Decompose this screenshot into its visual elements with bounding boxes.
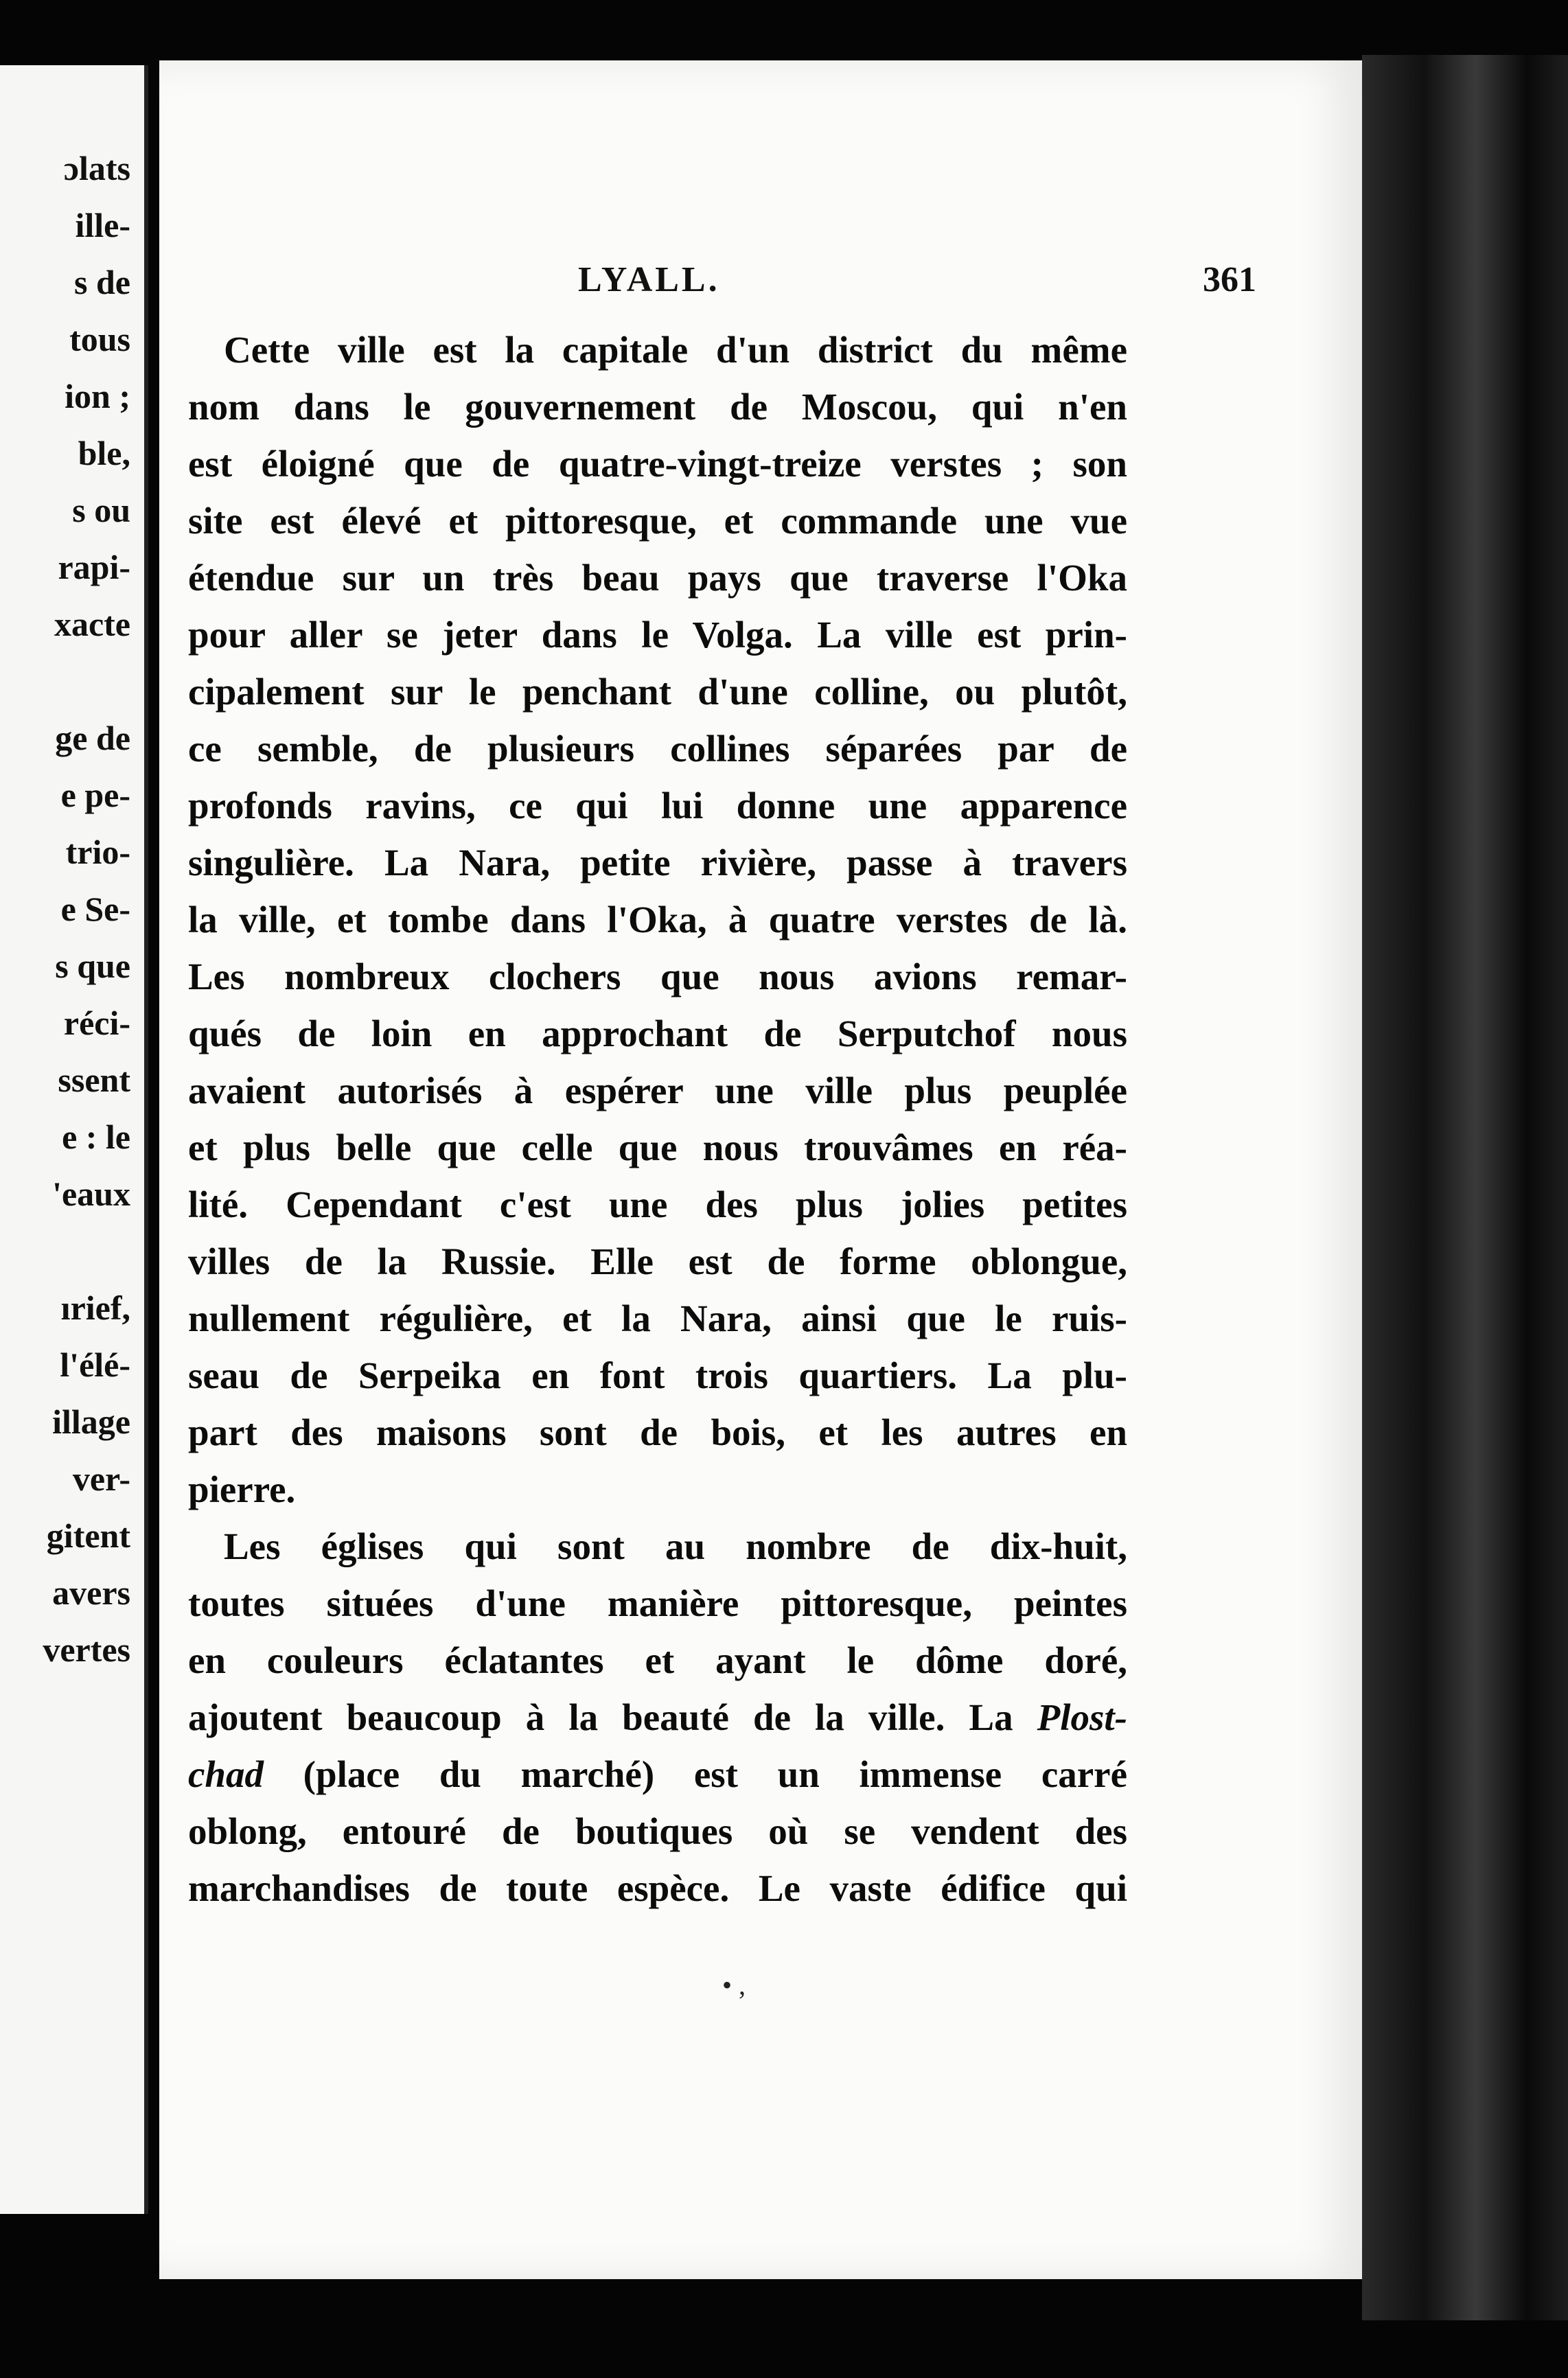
paragraph-1	[188, 321, 1127, 1518]
body-text	[188, 321, 1127, 1917]
left-page-text-fragment: 'eaux	[52, 1175, 130, 1213]
text-line: est éloigné que de quatre-vingt-treize verstes ; son	[188, 443, 1127, 485]
left-facing-page	[0, 65, 148, 2214]
italic-word: Plost-	[1037, 1696, 1127, 1738]
left-page-text-fragment: xacte	[54, 605, 130, 643]
text-line: Cette ville est la capitale d'un district du même	[224, 329, 1127, 371]
page-number: 361	[1203, 260, 1256, 299]
left-page-text-fragment: ssent	[58, 1061, 130, 1099]
text-line: pierre.	[188, 1468, 296, 1510]
text-line: qués de loin en approchant de Serputchof nous	[188, 1013, 1127, 1054]
left-page-text-fragment: gitent	[46, 1516, 130, 1555]
text-line: pour aller se jeter dans le Volga. La ville est prin-	[188, 614, 1127, 656]
text-line: marchandises de toute espèce. Le vaste édifice qui	[188, 1867, 1127, 1909]
left-page-text-fragment: trio-	[65, 833, 130, 871]
text-line: Les églises qui sont au nombre de dix-huit,	[224, 1525, 1127, 1567]
paragraph-2	[188, 1518, 1127, 1917]
text-line: part des maisons sont de bois, et les autres en	[188, 1411, 1127, 1453]
text-line: oblong, entouré de boutiques où se vendent des	[188, 1810, 1127, 1852]
text-segment: ajoutent beaucoup à la beauté de la ville. La	[188, 1696, 1037, 1738]
text-line: nom dans le gouvernement de Moscou, qui n'en	[188, 386, 1127, 428]
text-line: cipalement sur le penchant d'une colline, ou plutôt,	[188, 671, 1127, 713]
text-segment: (place du marché) est un immense carré	[264, 1753, 1127, 1795]
text-line: site est élevé et pittoresque, et commande une vue	[188, 500, 1127, 542]
text-line-with-italic	[188, 1689, 1127, 1746]
left-page-text-fragment: vertes	[43, 1630, 130, 1669]
text-line: avaient autorisés à espérer une ville plus peuplée	[188, 1070, 1127, 1111]
text-line: ce semble, de plusieurs collines séparées par de	[188, 728, 1127, 770]
text-line: villes de la Russie. Elle est de forme oblongue,	[188, 1240, 1127, 1282]
left-page-text-fragment: l'élé-	[60, 1346, 130, 1384]
left-page-text-fragment: rapi-	[58, 548, 130, 586]
left-page-text-fragment: illage	[52, 1402, 130, 1441]
left-page-text-fragment: ille-	[75, 206, 130, 244]
left-page-text-fragment: ırief,	[60, 1289, 130, 1327]
italic-word: chad	[188, 1753, 264, 1795]
text-line: la ville, et tombe dans l'Oka, à quatre verstes de là.	[188, 899, 1127, 940]
left-page-text-fragment: réci-	[63, 1004, 130, 1042]
book-edge	[1362, 55, 1568, 2320]
text-line-with-italic	[188, 1746, 1127, 1803]
left-page-text-fragment: tous	[69, 320, 130, 358]
text-line: et plus belle que celle que nous trouvâmes en réa-	[188, 1127, 1127, 1168]
left-page-text-fragment: ver-	[72, 1459, 130, 1498]
left-page-text-fragment: ion ;	[65, 377, 130, 415]
left-page-text-fragment: s que	[55, 947, 130, 985]
left-page-text-fragment: ɔlats	[63, 149, 130, 187]
left-page-text-fragment: e Se-	[60, 890, 130, 928]
text-line: seau de Serpeika en font trois quartiers. La plu-	[188, 1354, 1127, 1396]
left-page-text-fragment: ge de	[55, 719, 130, 757]
left-page-text-fragment: avers	[52, 1573, 130, 1612]
text-line: toutes situées d'une manière pittoresque, peintes	[188, 1582, 1127, 1624]
left-page-text-fragment: s de	[74, 263, 130, 301]
footer-mark: • ,	[722, 1970, 746, 2000]
running-head: LYALL.	[578, 260, 720, 299]
left-page-text-fragment: ble,	[78, 434, 130, 472]
text-line: en couleurs éclatantes et ayant le dôme doré,	[188, 1639, 1127, 1681]
page-header	[159, 259, 1362, 308]
text-line: profonds ravins, ce qui lui donne une apparence	[188, 785, 1127, 827]
text-line: étendue sur un très beau pays que traverse l'Oka	[188, 557, 1127, 599]
left-page-text-fragment: s ou	[72, 491, 130, 529]
book-page	[159, 60, 1362, 2279]
left-page-text-fragment: e : le	[62, 1118, 130, 1156]
text-line: Les nombreux clochers que nous avions remar-	[188, 956, 1127, 997]
left-page-text-fragment: e pe-	[60, 776, 130, 814]
text-line: nullement régulière, et la Nara, ainsi que le ruis-	[188, 1297, 1127, 1339]
text-line: lité. Cependant c'est une des plus jolies petites	[188, 1184, 1127, 1225]
text-line: singulière. La Nara, petite rivière, passe à travers	[188, 842, 1127, 884]
